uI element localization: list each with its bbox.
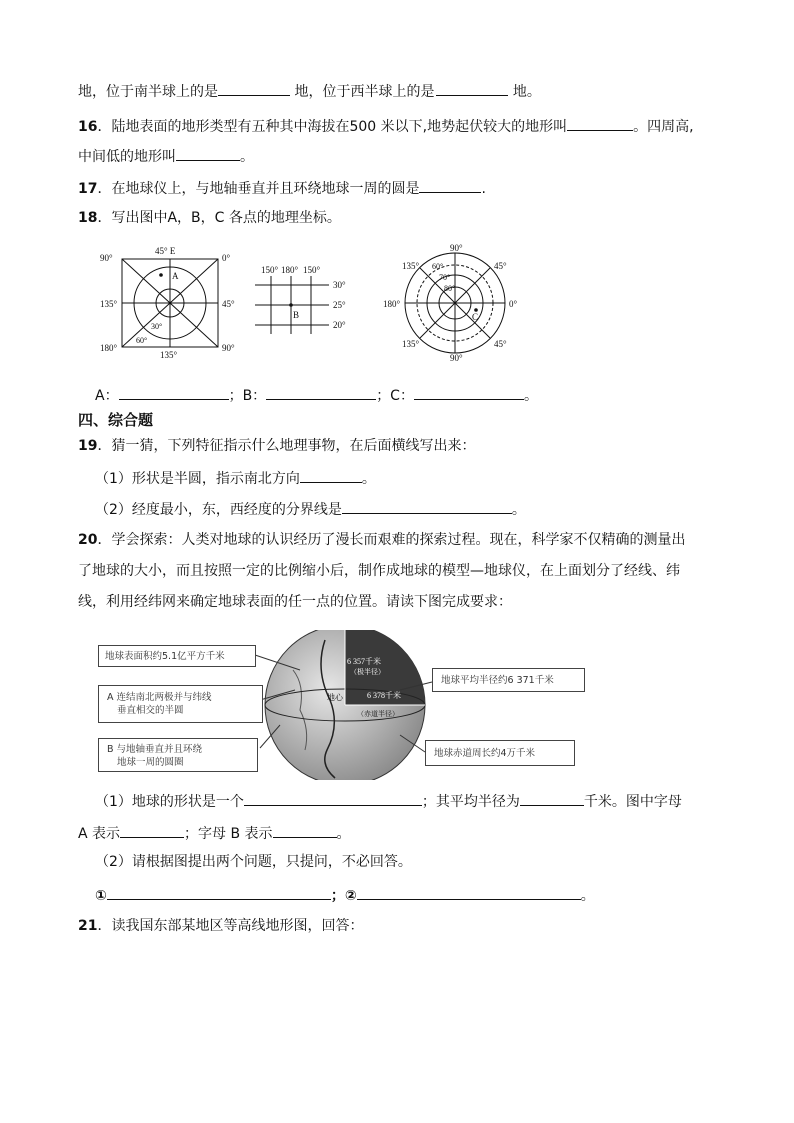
- answer-blank[interactable]: [342, 498, 512, 514]
- question-16: 16．陆地表面的地形类型有五种其中海拔在500 米以下,地势起伏较大的地形叫 。四周高,: [78, 115, 694, 137]
- fig1-label: 135°: [100, 299, 118, 309]
- fig1-label: 0°: [222, 253, 231, 263]
- question-18: 18．写出图中A，B，C 各点的地理坐标。: [78, 210, 341, 226]
- fig1-label: 90°: [100, 253, 113, 263]
- fig3-label: 90°: [450, 353, 463, 363]
- question-19-item2: （2）经度最小，东，西经度的分界线是 。: [95, 498, 526, 520]
- answer-blank[interactable]: [120, 822, 184, 838]
- answer-blank[interactable]: [520, 790, 584, 806]
- fig3-label: 90°: [450, 243, 463, 253]
- section-title: 四、综合题: [78, 411, 154, 429]
- question-20: 20．学会探索：人类对地球的认识经历了漫长而艰难的探索过程。现在，科学家不仅精确的测量出: [78, 532, 686, 548]
- question-20-item1-line2: A 表示 ；字母 B 表示 。: [78, 822, 351, 844]
- answer-blank[interactable]: [176, 145, 240, 161]
- question-20-line2: 了地球的大小，而且按照一定的比例缩小后，制作成地球的模型—地球仪，在上面划分了经线、纬: [78, 563, 680, 579]
- fig3-label: 45°: [494, 261, 507, 271]
- equator-radius-note: （赤道半径）: [357, 710, 399, 718]
- fig3-label: 0°: [509, 299, 518, 309]
- fig3-label: 60°: [432, 262, 444, 271]
- point-b-label: B: [293, 310, 300, 320]
- point-a-label: A: [172, 271, 179, 281]
- question-20-item2-answers: ① ；② 。: [95, 884, 595, 906]
- answer-blank[interactable]: [119, 384, 229, 400]
- fig2-label: 180°: [281, 265, 299, 275]
- fig2-label: 25°: [333, 300, 346, 310]
- polar-radius-label: 6 357千米: [347, 657, 381, 666]
- fig1-label: 180°: [100, 343, 118, 353]
- figure-polar-grid-a: [100, 245, 245, 360]
- fig1-label: 30°: [151, 322, 163, 331]
- question-21: 21．读我国东部某地区等高线地形图，回答：: [78, 918, 364, 934]
- answer-blank[interactable]: [436, 80, 508, 96]
- callout-equator-length: 地球赤道周长约4万千米: [425, 740, 575, 766]
- answer-blank[interactable]: [218, 80, 290, 96]
- question-20-line3: 线，利用经纬网来确定地球表面的任一点的位置。请读下图完成要求：: [78, 594, 512, 610]
- fig1-label: 45° E: [155, 246, 176, 256]
- point-a-dot: [159, 273, 163, 277]
- answer-blank[interactable]: [273, 822, 337, 838]
- answer-blank[interactable]: [567, 115, 633, 131]
- question-18-answers: A： ；B： ；C： 。: [95, 384, 538, 406]
- callout-label-b: B 与地轴垂直并且环绕 地球一周的圆圈: [98, 738, 258, 772]
- equator-radius-label: 6 378千米: [367, 691, 401, 700]
- fig3-label: 45°: [494, 339, 507, 349]
- callout-mean-radius: 地球平均半径约6 371千米: [432, 668, 585, 692]
- answer-blank[interactable]: [419, 177, 481, 193]
- answer-blank[interactable]: [244, 790, 422, 806]
- q15-tail: 地，位于南半球上的是 地，位于西半球上的是 地。: [78, 80, 541, 102]
- fig2-label: 20°: [333, 320, 346, 330]
- question-19: 19．猜一猜，下列特征指示什么地理事物，在后面横线写出来：: [78, 438, 476, 454]
- question-20-item1: （1）地球的形状是一个 ；其平均半径为 千米。图中字母: [95, 790, 682, 812]
- question-19-item1: （1）形状是半圆，指示南北方向 。: [95, 467, 376, 489]
- answer-blank[interactable]: [107, 884, 331, 900]
- fig2-label: 150°: [303, 265, 321, 275]
- answer-blank[interactable]: [357, 884, 581, 900]
- callout-label-a: A 连结南北两极并与纬线 垂直相交的半圆: [98, 685, 263, 723]
- fig3-label: 80°: [444, 284, 456, 293]
- fig3-label: 70°: [439, 273, 451, 282]
- answer-blank[interactable]: [300, 467, 362, 483]
- fig1-label: 135°: [160, 350, 178, 360]
- figure-polar-circle-c: [380, 243, 525, 363]
- fig2-label: 150°: [261, 265, 279, 275]
- polar-radius-note: （极半径）: [350, 668, 385, 676]
- figure-grid-b: [255, 262, 360, 337]
- fig2-label: 30°: [333, 280, 346, 290]
- fig1-label: 45°: [222, 299, 235, 309]
- fig3-label: 135°: [402, 339, 420, 349]
- point-c-label: C: [472, 312, 479, 322]
- point-b-dot: [289, 303, 293, 307]
- fig3-label: 180°: [383, 299, 401, 309]
- question-20-item2: （2）请根据图提出两个问题，只提问，不必回答。: [95, 854, 412, 870]
- fig1-label: 90°: [222, 343, 235, 353]
- answer-blank[interactable]: [414, 384, 524, 400]
- callout-surface-area: 地球表面积约5.1亿平方千米: [98, 645, 256, 667]
- fig1-label: 60°: [136, 336, 148, 345]
- question-17: 17．在地球仪上，与地轴垂直并且环绕地球一周的圆是 .: [78, 177, 486, 199]
- question-16-line2: 中间低的地形叫 。: [78, 145, 254, 167]
- earth-center-label: 地心: [327, 693, 343, 702]
- fig3-label: 135°: [402, 261, 420, 271]
- answer-blank[interactable]: [266, 384, 376, 400]
